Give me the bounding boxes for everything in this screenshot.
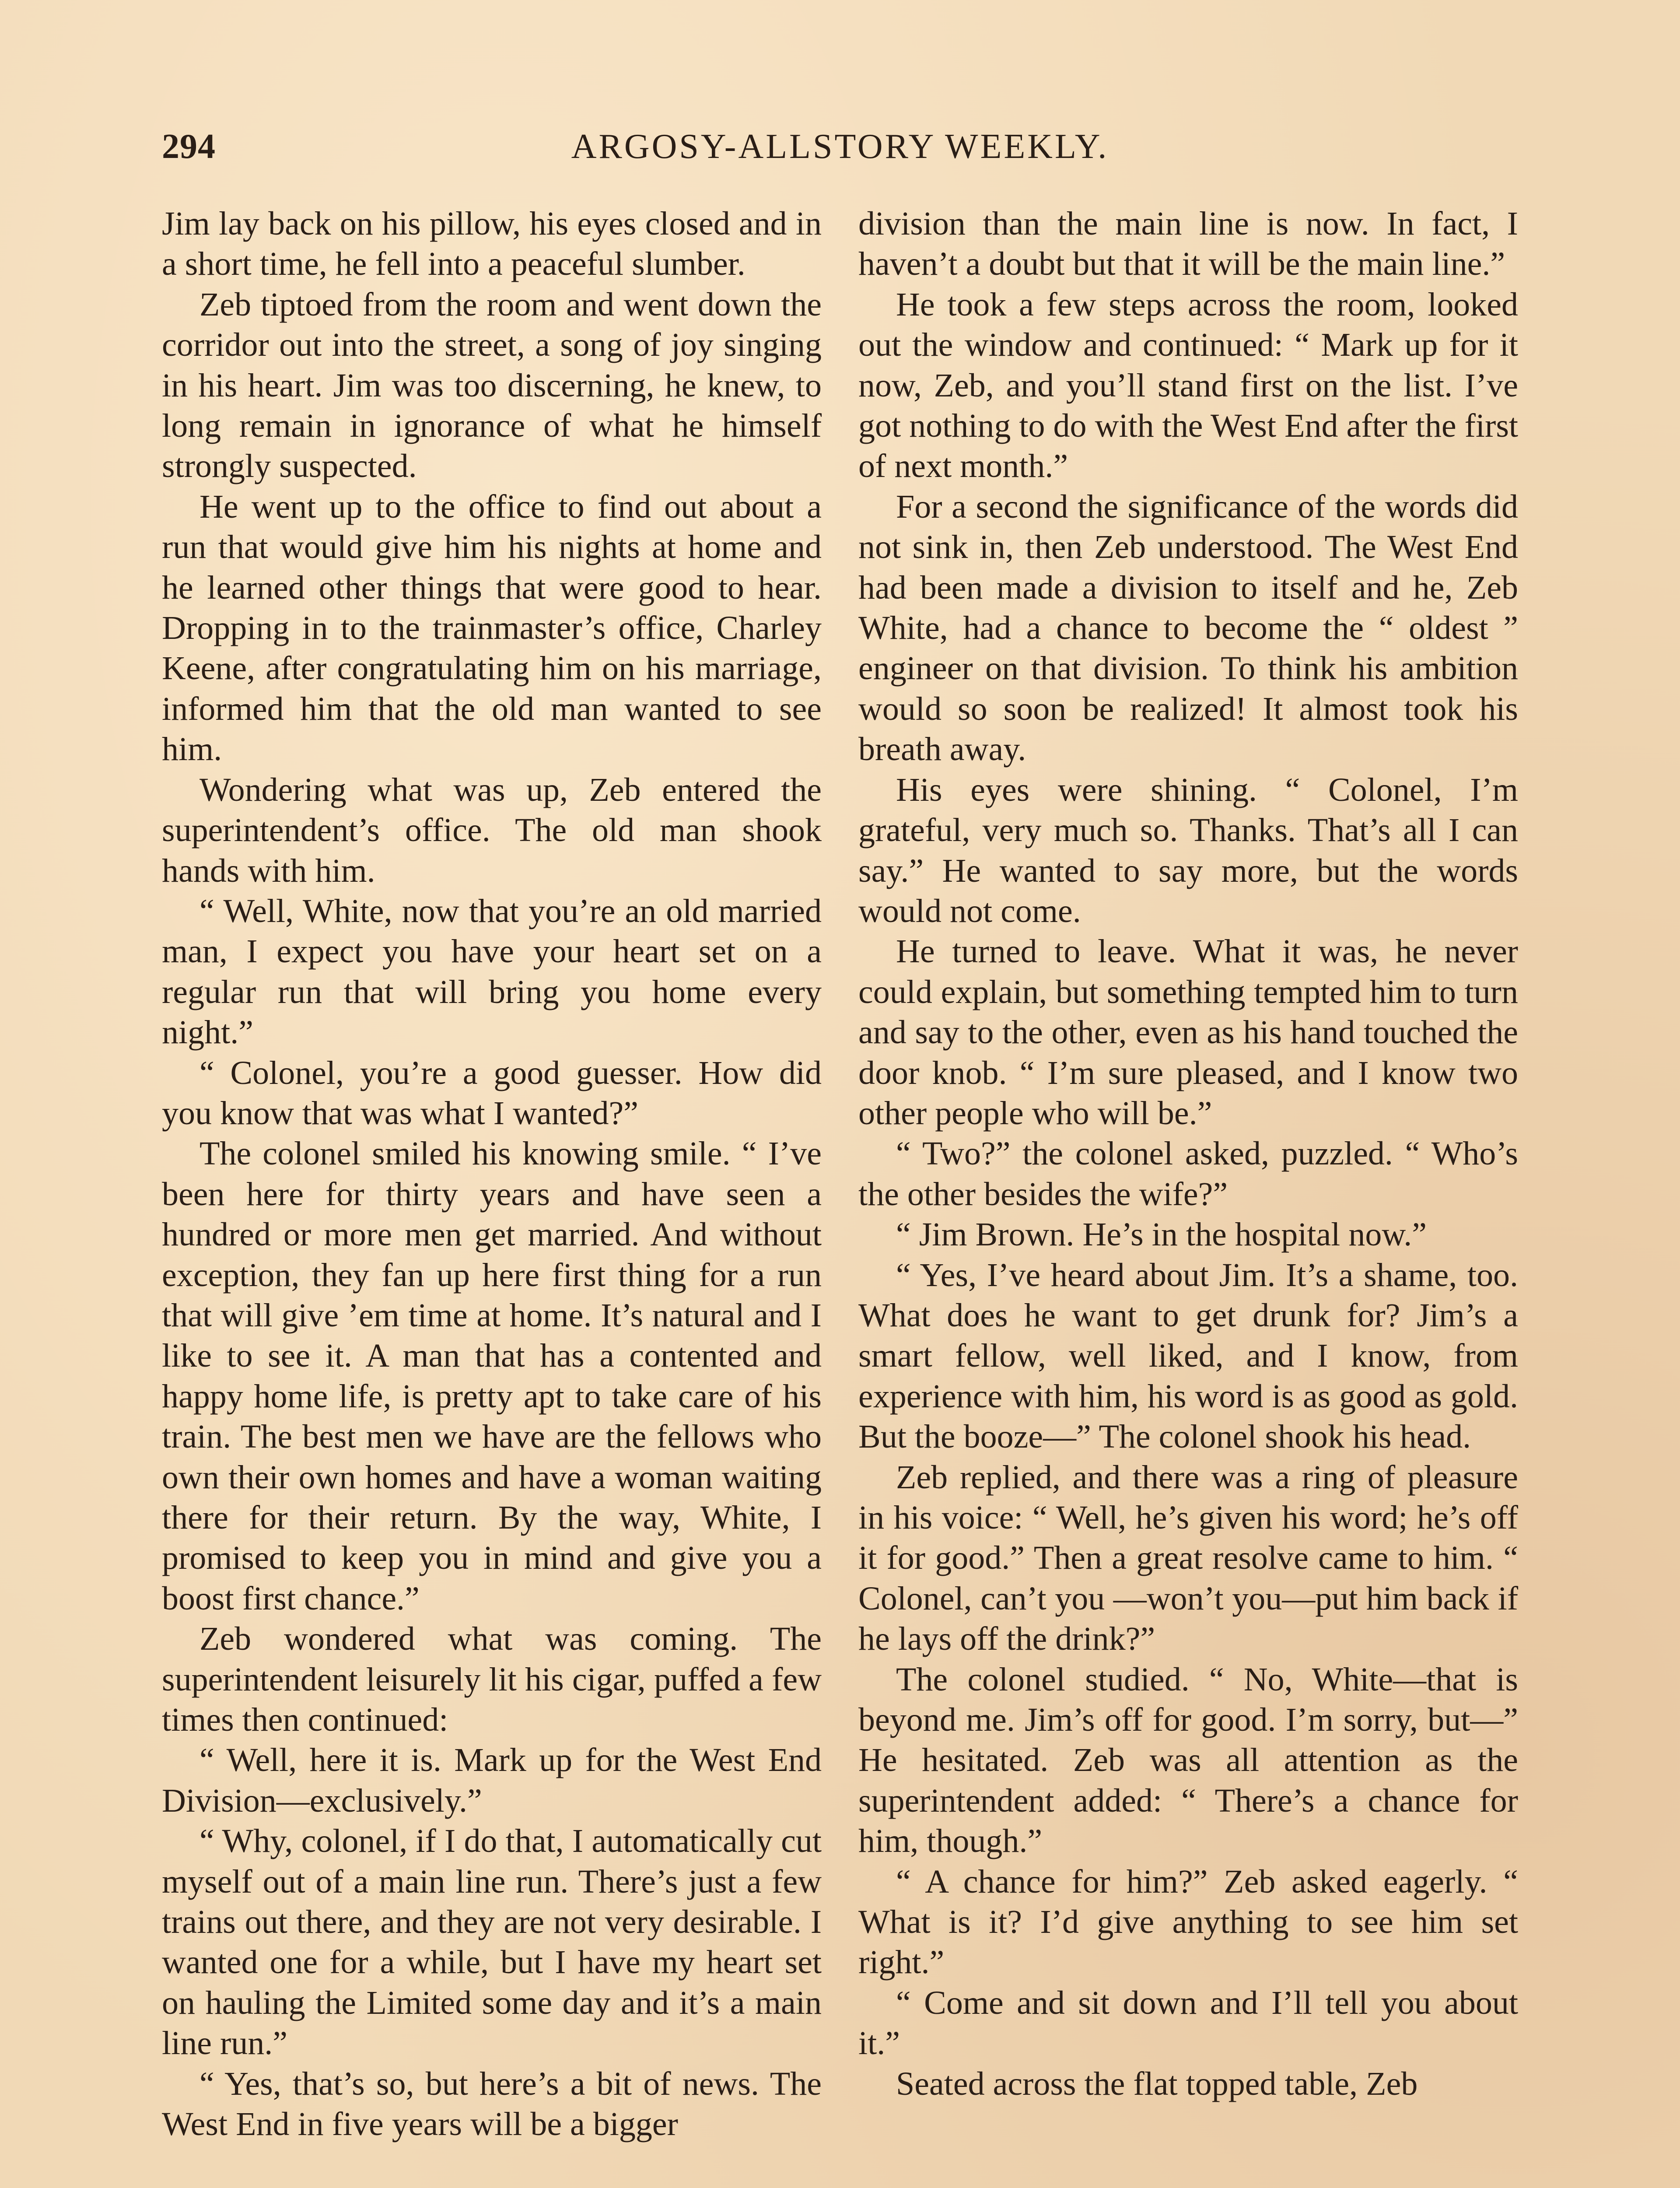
paragraph: Zeb wondered what was coming. The superintendent leisurely lit his cigar, puffed a few times then continued: [162,1620,822,1739]
paragraph: “ Yes, that’s so, but here’s a bit of news. The West End in five years will be a bigger [162,2065,822,2143]
left-column [162,203,822,2145]
paragraph: Jim lay back on his pillow, his eyes closed and in a short time, he fell into a peaceful slumber. [162,205,822,283]
paragraph: The colonel studied. “ No, White—that is beyond me. Jim’s off for good. I’m sorry, but—” He hesitated. Zeb was all attention as the superintendent added: “ There’s a chance for him, though.” [858,1661,1518,1860]
paragraph: division than the main line is now. In fact, I haven’t a doubt but that it will be the main line.” [858,205,1518,283]
paragraph: “ Yes, I’ve heard about Jim. It’s a shame, too. What does he want to get drunk for? Jim’s a smart fellow, well liked, and I know, from experience with him, his word is as good as gold. But the booze—” The colonel shook his head. [858,1256,1518,1455]
paragraph: “ Two?” the colonel asked, puzzled. “ Who’s the other besides the wife?” [858,1135,1518,1213]
page-header [162,127,1518,179]
paragraph: Seated across the flat topped table, Zeb [896,2065,1418,2102]
paragraph: “ Well, White, now that you’re an old married man, I expect you have your heart set on a regular run that will bring you home every night.” [162,892,822,1051]
paragraph: He went up to the office to find out about a run that would give him his nights at home and he learned other things that were good to hear. Dropping in to the trainmaster’s office, Charley Keene, after congratulating him on his marriage, informed him that the old man wanted to see him. [162,488,822,768]
paragraph: “ A chance for him?” Zeb asked eagerly. “ What is it? I’d give anything to see him set right.” [858,1863,1518,1981]
paragraph: Zeb tiptoed from the room and went down the corridor out into the street, a song of joy singing in his heart. Jim was too discerning, he knew, to long remain in ignorance of what he himself strongly suspected. [162,286,822,485]
paragraph: “ Why, colonel, if I do that, I automatically cut myself out of a main line run. There’s just a few trains out there, and they are not very desirable. I wanted one for a while, but I have my heart set on hauling the Limited some day and it’s a main line run.” [162,1823,822,2062]
paragraph: “ Well, here it is. Mark up for the West End Division—exclusively.” [162,1742,822,1819]
paragraph: “ Jim Brown. He’s in the hospital now.” [896,1216,1427,1253]
paragraph: The colonel smiled his knowing smile. “ I’ve been here for thirty years and have seen a hundred or more men get married. And without exception, they fan up here first thing for a run that will give ’em time at home. It’s natural and I like to see it. A man that has a contented and happy home life, is pretty apt to take care of his train. The best men we have are the fellows who own their own homes and have a woman waiting there for their return. By the way, White, I promised to keep you in mind and give you a boost first chance.” [162,1135,822,1617]
paragraph: He took a few steps across the room, looked out the window and continued: “ Mark up for it now, Zeb, and you’ll stand first on the list. I’ve got nothing to do with the West End after the first of next month.” [858,286,1519,485]
paragraph: “ Colonel, you’re a good guesser. How did you know that was what I wanted?” [162,1054,822,1132]
running-head: ARGOSY-ALLSTORY WEEKLY. [571,127,1109,166]
paragraph: His eyes were shining. “ Colonel, I’m grateful, very much so. Thanks. That’s all I can say.” He wanted to say more, but the words would not come. [858,771,1518,929]
right-column [858,203,1518,2104]
paragraph: Wondering what was up, Zeb entered the superintendent’s office. The old man shook hands with him. [162,771,822,889]
paragraph: “ Come and sit down and I’ll tell you about it.” [858,1984,1518,2062]
paragraph: He turned to leave. What it was, he never could explain, but something tempted him to turn and say to the other, even as his hand touched the door knob. “ I’m sure pleased, and I know two other people who will be.” [858,933,1518,1132]
page-number: 294 [162,127,216,166]
paragraph: Zeb replied, and there was a ring of pleasure in his voice: “ Well, he’s given his word; he’s off it for good.” Then a great resolve came to him. “ Colonel, can’t you —won’t you—put him back if he lays off the drink?” [858,1459,1518,1658]
paragraph: For a second the significance of the words did not sink in, then Zeb understood. The West End had been made a division to itself and he, Zeb White, had a chance to become the “ oldest ” engineer on that division. To think his ambition would so soon be realized! It almost took his breath away. [858,488,1518,768]
